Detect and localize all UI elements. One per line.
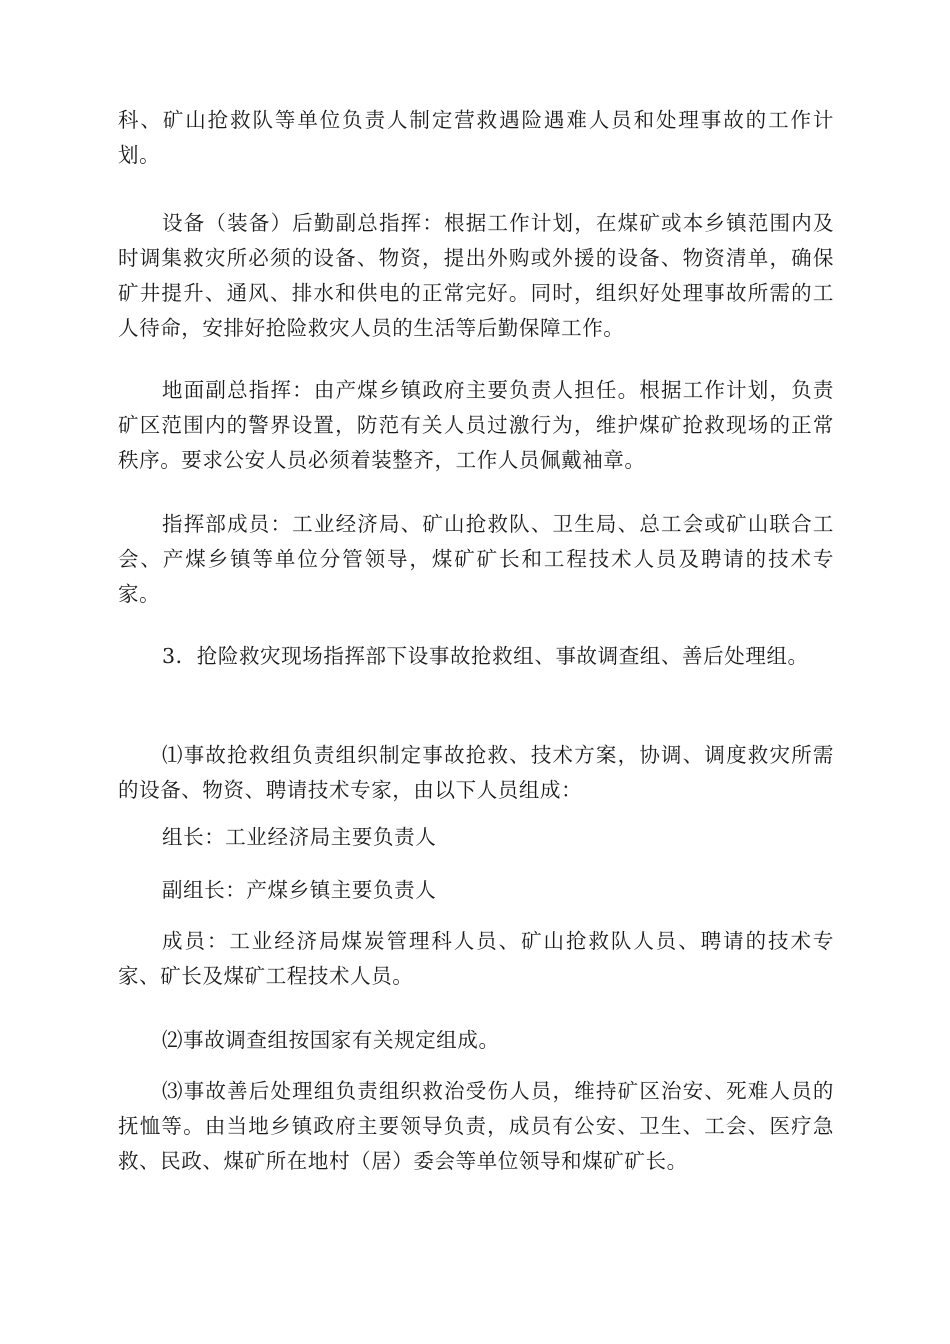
paragraph-aftermath-group: ⑶事故善后处理组负责组织救治受伤人员，维持矿区治安、死难人员的抚恤等。由当地乡镇政府主要领导负责，成员有公安、卫生、工会、医疗急救、民政、煤矿所在地村（居）委会等单位领导和煤矿矿长。 (118, 1079, 834, 1173)
paragraph-group-leader: 组长：工业经济局主要负责人 (162, 825, 437, 849)
paragraph-headquarters-members: 指挥部成员：工业经济局、矿山抢救队、卫生局、总工会或矿山联合工会、产煤乡镇等单位分管领导，煤矿矿长和工程技术人员及聘请的技术专家。 (118, 512, 834, 606)
paragraph-continuation: 科、矿山抢救队等单位负责人制定营救遇险遇难人员和处理事故的工作计划。 (118, 108, 834, 167)
paragraph-section-3: 3．抢险救灾现场指挥部下设事故抢救组、事故调查组、善后处理组。 (162, 644, 809, 668)
paragraph-equipment-logistics: 设备（装备）后勤副总指挥：根据工作计划，在煤矿或本乡镇范围内及时调集救灾所必须的设备、物资，提出外购或外援的设备、物资清单，确保矿井提升、通风、排水和供电的正常完好。同时，组织好处理事故所需的工人待命，安排好抢险救灾人员的生活等后勤保障工作。 (118, 211, 834, 340)
paragraph-rescue-group: ⑴事故抢救组负责组织制定事故抢救、技术方案，协调、调度救灾所需的设备、物资、聘请技术专家，由以下人员组成： (118, 743, 834, 802)
paragraph-deputy-leader: 副组长：产煤乡镇主要负责人 (162, 878, 437, 902)
paragraph-ground-commander: 地面副总指挥：由产煤乡镇政府主要负责人担任。根据工作计划，负责矿区范围内的警界设置，防范有关人员过激行为，维护煤矿抢救现场的正常秩序。要求公安人员必须着装整齐，工作人员佩戴袖章。 (118, 378, 834, 472)
paragraph-investigation-group: ⑵事故调查组按国家有关规定组成。 (162, 1028, 500, 1052)
paragraph-members: 成员：工业经济局煤炭管理科人员、矿山抢救队人员、聘请的技术专家、矿长及煤矿工程技术人员。 (118, 929, 834, 988)
